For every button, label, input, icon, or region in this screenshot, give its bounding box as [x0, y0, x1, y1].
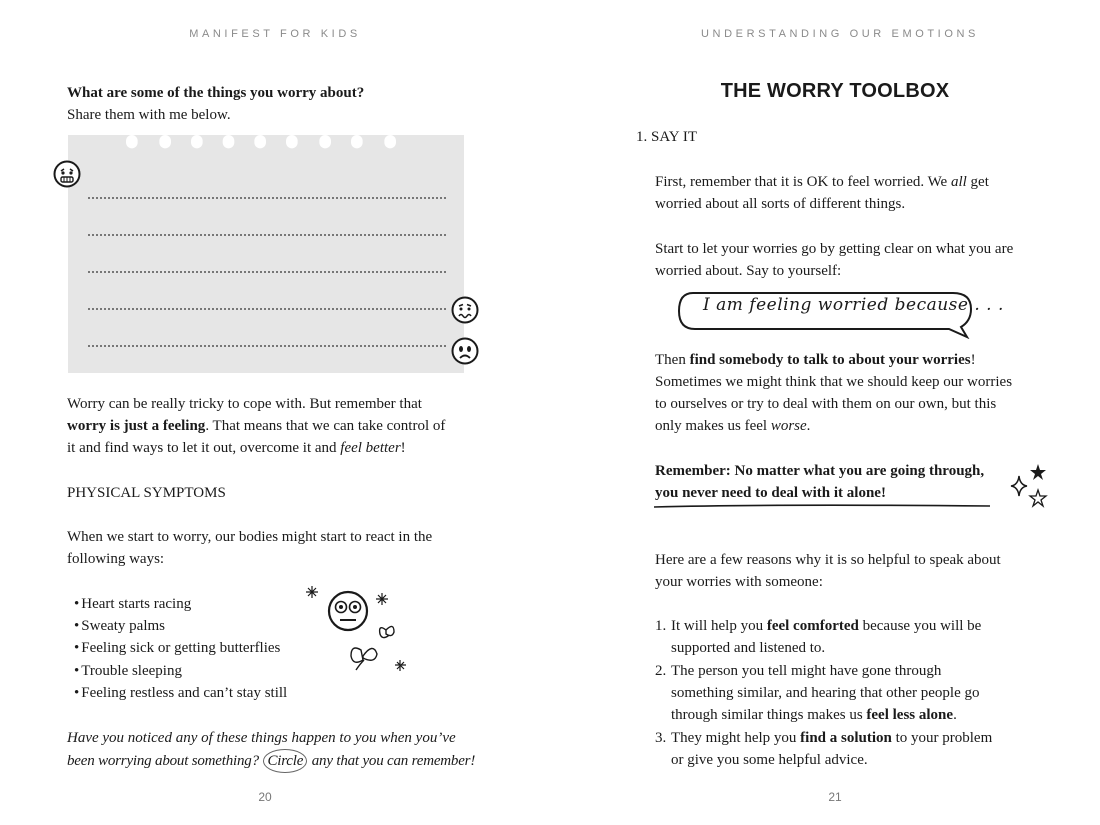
- talk-paragraph-line-4: [655, 415, 810, 437]
- remember-callout-line-2: you never need to deal with it alone!: [655, 485, 886, 501]
- writing-line-3[interactable]: [88, 271, 446, 273]
- worry-paragraph-line-3-end: !: [400, 440, 406, 456]
- say-it-paragraph-2-line-1: Start to let your worries go by getting clear on what you are: [655, 241, 1014, 257]
- worse-emphasis: worse: [770, 418, 807, 434]
- worry-paragraph-line-3-start: it and find ways to let it out, overcome it and: [67, 440, 341, 456]
- feel-better-emphasis: feel better: [340, 440, 401, 456]
- reason-1-line-1-end: because you will be: [858, 618, 982, 634]
- worry-prompt-question: What are some of the things you worry about?: [67, 85, 365, 101]
- symptoms-intro-line-1: When we start to worry, our bodies might start to react in the: [67, 529, 433, 545]
- reason-1-line-1-start: It will help you: [671, 618, 767, 634]
- feel-less-alone-emphasis: feel less alone: [866, 707, 954, 723]
- remember-underline: [652, 502, 992, 510]
- worry-paragraph-line-2-rest: . That means that we can take control of: [205, 418, 446, 434]
- symptom-item: • Feeling restless and can’t stay still: [74, 682, 287, 704]
- talk-paragraph-line-3: to ourselves or try to deal with them on our own, but this: [655, 396, 997, 412]
- reason-2-line-3-start: through similar things makes us: [671, 707, 867, 723]
- reasons-intro-line-2: your worries with someone:: [655, 574, 823, 590]
- writing-line-1[interactable]: [88, 197, 446, 199]
- worry-paragraph-line-3: [67, 437, 406, 459]
- physical-symptoms-heading: PHYSICAL SYMPTOMS: [67, 485, 226, 501]
- reflection-question-line-2-start: been worrying about something?: [67, 753, 263, 769]
- symptom-item: • Heart starts racing: [74, 593, 191, 615]
- circled-word: Circle: [263, 749, 307, 773]
- reason-3-line-1-start: They might help you: [671, 730, 801, 746]
- reason-number: 2.: [655, 663, 667, 679]
- page-number-right: 21: [828, 790, 842, 804]
- worry-prompt-share: Share them with me below.: [67, 107, 231, 123]
- writing-line-2[interactable]: [88, 234, 446, 236]
- say-it-heading: 1. SAY IT: [636, 129, 697, 145]
- butterfly-icon: [351, 626, 394, 670]
- anxious-face-icon: [53, 160, 81, 188]
- dizzy-face-icon: [329, 592, 367, 630]
- writing-line-4[interactable]: [88, 308, 446, 310]
- reason-3-line-1: [671, 727, 992, 749]
- page-title: THE WORRY TOOLBOX: [720, 80, 950, 102]
- worried-face-icon: [451, 296, 479, 324]
- speech-bubble-text: I am feeling worried because . . .: [703, 295, 1004, 315]
- talk-paragraph-line-4-start: only makes us feel: [655, 418, 771, 434]
- reason-2-line-2: something similar, and hearing that other people go: [671, 685, 980, 701]
- page-number-left: 20: [258, 790, 272, 804]
- reason-1-line-2: supported and listened to.: [671, 640, 826, 656]
- symptom-item: • Feeling sick or getting butterflies: [74, 637, 280, 659]
- writing-line-5[interactable]: [88, 345, 446, 347]
- say-it-paragraph-1-line-2: worried about all sorts of different things.: [655, 196, 906, 212]
- find-a-solution-emphasis: find a solution: [800, 730, 892, 746]
- reflection-question-line-2-end: any that you can remember!: [308, 753, 476, 769]
- say-it-paragraph-1-line-1-start: First, remember that it is OK to feel worried. We: [655, 174, 951, 190]
- all-emphasis: all: [950, 174, 967, 190]
- running-head-right: UNDERSTANDING OUR EMOTIONS: [701, 28, 979, 40]
- talk-paragraph-line-1-end: !: [970, 352, 976, 368]
- notepad-perforations: [68, 135, 464, 155]
- reflection-question-line-1: Have you noticed any of these things happen to you when you’ve: [67, 730, 456, 746]
- find-somebody-emphasis: find somebody to talk to about your worries: [689, 352, 971, 368]
- dizzy-face-butterflies-illustration: [300, 580, 415, 680]
- reason-1-line-1: [671, 615, 981, 637]
- running-head-left: MANIFEST FOR KIDS: [189, 28, 361, 40]
- symptoms-intro-line-2: following ways:: [67, 551, 165, 567]
- remember-callout-line-1: Remember: No matter what you are going through,: [655, 463, 985, 479]
- worry-notepad: [68, 135, 464, 373]
- worry-paragraph-line-1: Worry can be really tricky to cope with. But remember that: [67, 396, 422, 412]
- stars-icon: [1006, 460, 1050, 512]
- reason-3-line-2: or give you some helpful advice.: [671, 752, 868, 768]
- reason-3-line-1-end: to your problem: [891, 730, 993, 746]
- say-it-paragraph-2-line-2: worried about. Say to yourself:: [655, 263, 842, 279]
- say-it-paragraph-1-line-1: [655, 171, 989, 193]
- worry-is-feeling-emphasis: worry is just a feeling: [67, 418, 206, 434]
- feel-comforted-emphasis: feel comforted: [766, 618, 859, 634]
- reason-2-line-3-end: .: [953, 707, 957, 723]
- reflection-question-line-2: [67, 749, 475, 773]
- sad-face-icon: [451, 337, 479, 365]
- reason-number: 1.: [655, 618, 667, 634]
- talk-paragraph-line-1: [655, 349, 976, 371]
- talk-paragraph-line-2: Sometimes we might think that we should keep our worries: [655, 374, 1013, 390]
- reason-2-line-3: [671, 704, 957, 726]
- symptom-item: • Trouble sleeping: [74, 660, 182, 682]
- talk-paragraph-line-4-end: .: [806, 418, 811, 434]
- reasons-intro-line-1: Here are a few reasons why it is so helpful to speak about: [655, 552, 1001, 568]
- worry-paragraph-line-2: [67, 415, 445, 437]
- talk-paragraph-line-1-start: Then: [655, 352, 690, 368]
- symptom-item: • Sweaty palms: [74, 615, 165, 637]
- reason-2-line-1: The person you tell might have gone through: [671, 663, 942, 679]
- say-it-paragraph-1-line-1-end: get: [966, 174, 989, 190]
- reason-number: 3.: [655, 730, 667, 746]
